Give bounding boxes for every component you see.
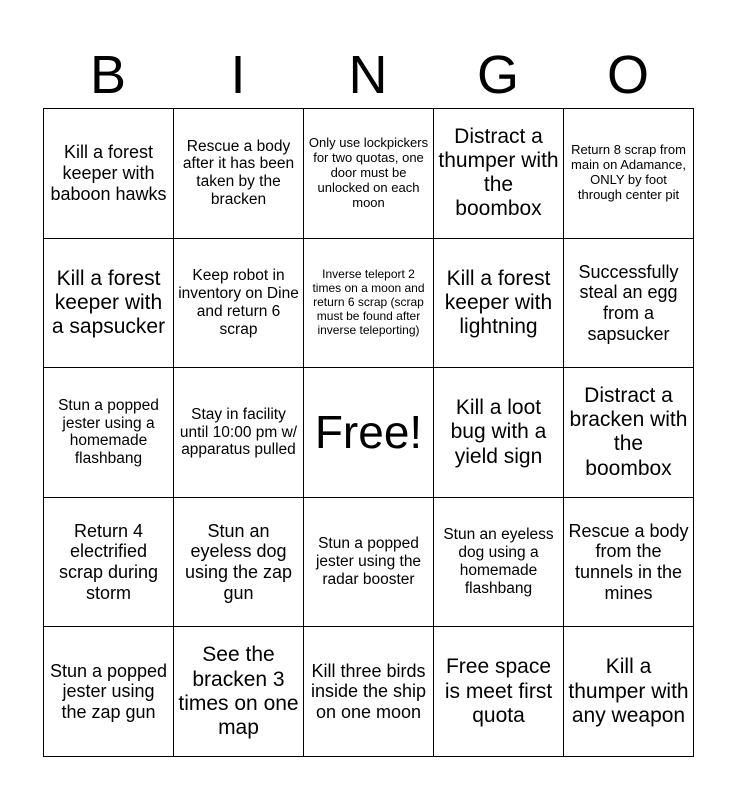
bingo-cell-r3-c2[interactable]: Stay in facility until 10:00 pm w/ apparatus pulled: [174, 368, 304, 498]
bingo-cell-r2-c3[interactable]: Inverse teleport 2 times on a moon and return 6 scrap (scrap must be found after inverse teleporting): [304, 239, 434, 369]
bingo-cell-r4-c3[interactable]: Stun a popped jester using the radar booster: [304, 498, 434, 628]
bingo-cell-r3-c4[interactable]: Kill a loot bug with a yield sign: [434, 368, 564, 498]
header-letter-i: I: [230, 45, 246, 105]
bingo-cell-r2-c1[interactable]: Kill a forest keeper with a sapsucker: [44, 239, 174, 369]
bingo-cell-r1-c3[interactable]: Only use lockpickers for two quotas, one door must be unlocked on each moon: [304, 109, 434, 239]
bingo-cell-r1-c1[interactable]: Kill a forest keeper with baboon hawks: [44, 109, 174, 239]
bingo-cell-r4-c5[interactable]: Rescue a body from the tunnels in the mines: [564, 498, 694, 628]
header-letter-n: N: [348, 45, 388, 105]
header-letter-o: O: [606, 45, 649, 105]
header-letter-g: G: [476, 45, 519, 105]
bingo-cell-r4-c1[interactable]: Return 4 electrified scrap during storm: [44, 498, 174, 628]
bingo-cell-r5-c5[interactable]: Kill a thumper with any weapon: [564, 627, 694, 757]
bingo-cell-r4-c4[interactable]: Stun an eyeless dog using a homemade flashbang: [434, 498, 564, 628]
bingo-cell-r2-c4[interactable]: Kill a forest keeper with lightning: [434, 239, 564, 369]
bingo-cell-free[interactable]: Free!: [304, 368, 434, 498]
bingo-cell-r2-c2[interactable]: Keep robot in inventory on Dine and return 6 scrap: [174, 239, 304, 369]
bingo-cell-r5-c1[interactable]: Stun a popped jester using the zap gun: [44, 627, 174, 757]
bingo-cell-r2-c5[interactable]: Successfully steal an egg from a sapsucker: [564, 239, 694, 369]
bingo-header: [43, 42, 693, 108]
bingo-cell-r3-c5[interactable]: Distract a bracken with the boombox: [564, 368, 694, 498]
header-letter-b: B: [89, 45, 127, 105]
bingo-cell-r5-c4[interactable]: Free space is meet first quota: [434, 627, 564, 757]
bingo-cell-r3-c1[interactable]: Stun a popped jester using a homemade flashbang: [44, 368, 174, 498]
bingo-cell-r1-c2[interactable]: Rescue a body after it has been taken by the bracken: [174, 109, 304, 239]
bingo-board: [43, 108, 694, 757]
bingo-cell-r5-c2[interactable]: See the bracken 3 times on one map: [174, 627, 304, 757]
bingo-cell-r1-c5[interactable]: Return 8 scrap from main on Adamance, ONLY by foot through center pit: [564, 109, 694, 239]
bingo-cell-r4-c2[interactable]: Stun an eyeless dog using the zap gun: [174, 498, 304, 628]
bingo-cell-r1-c4[interactable]: Distract a thumper with the boombox: [434, 109, 564, 239]
bingo-cell-r5-c3[interactable]: Kill three birds inside the ship on one moon: [304, 627, 434, 757]
